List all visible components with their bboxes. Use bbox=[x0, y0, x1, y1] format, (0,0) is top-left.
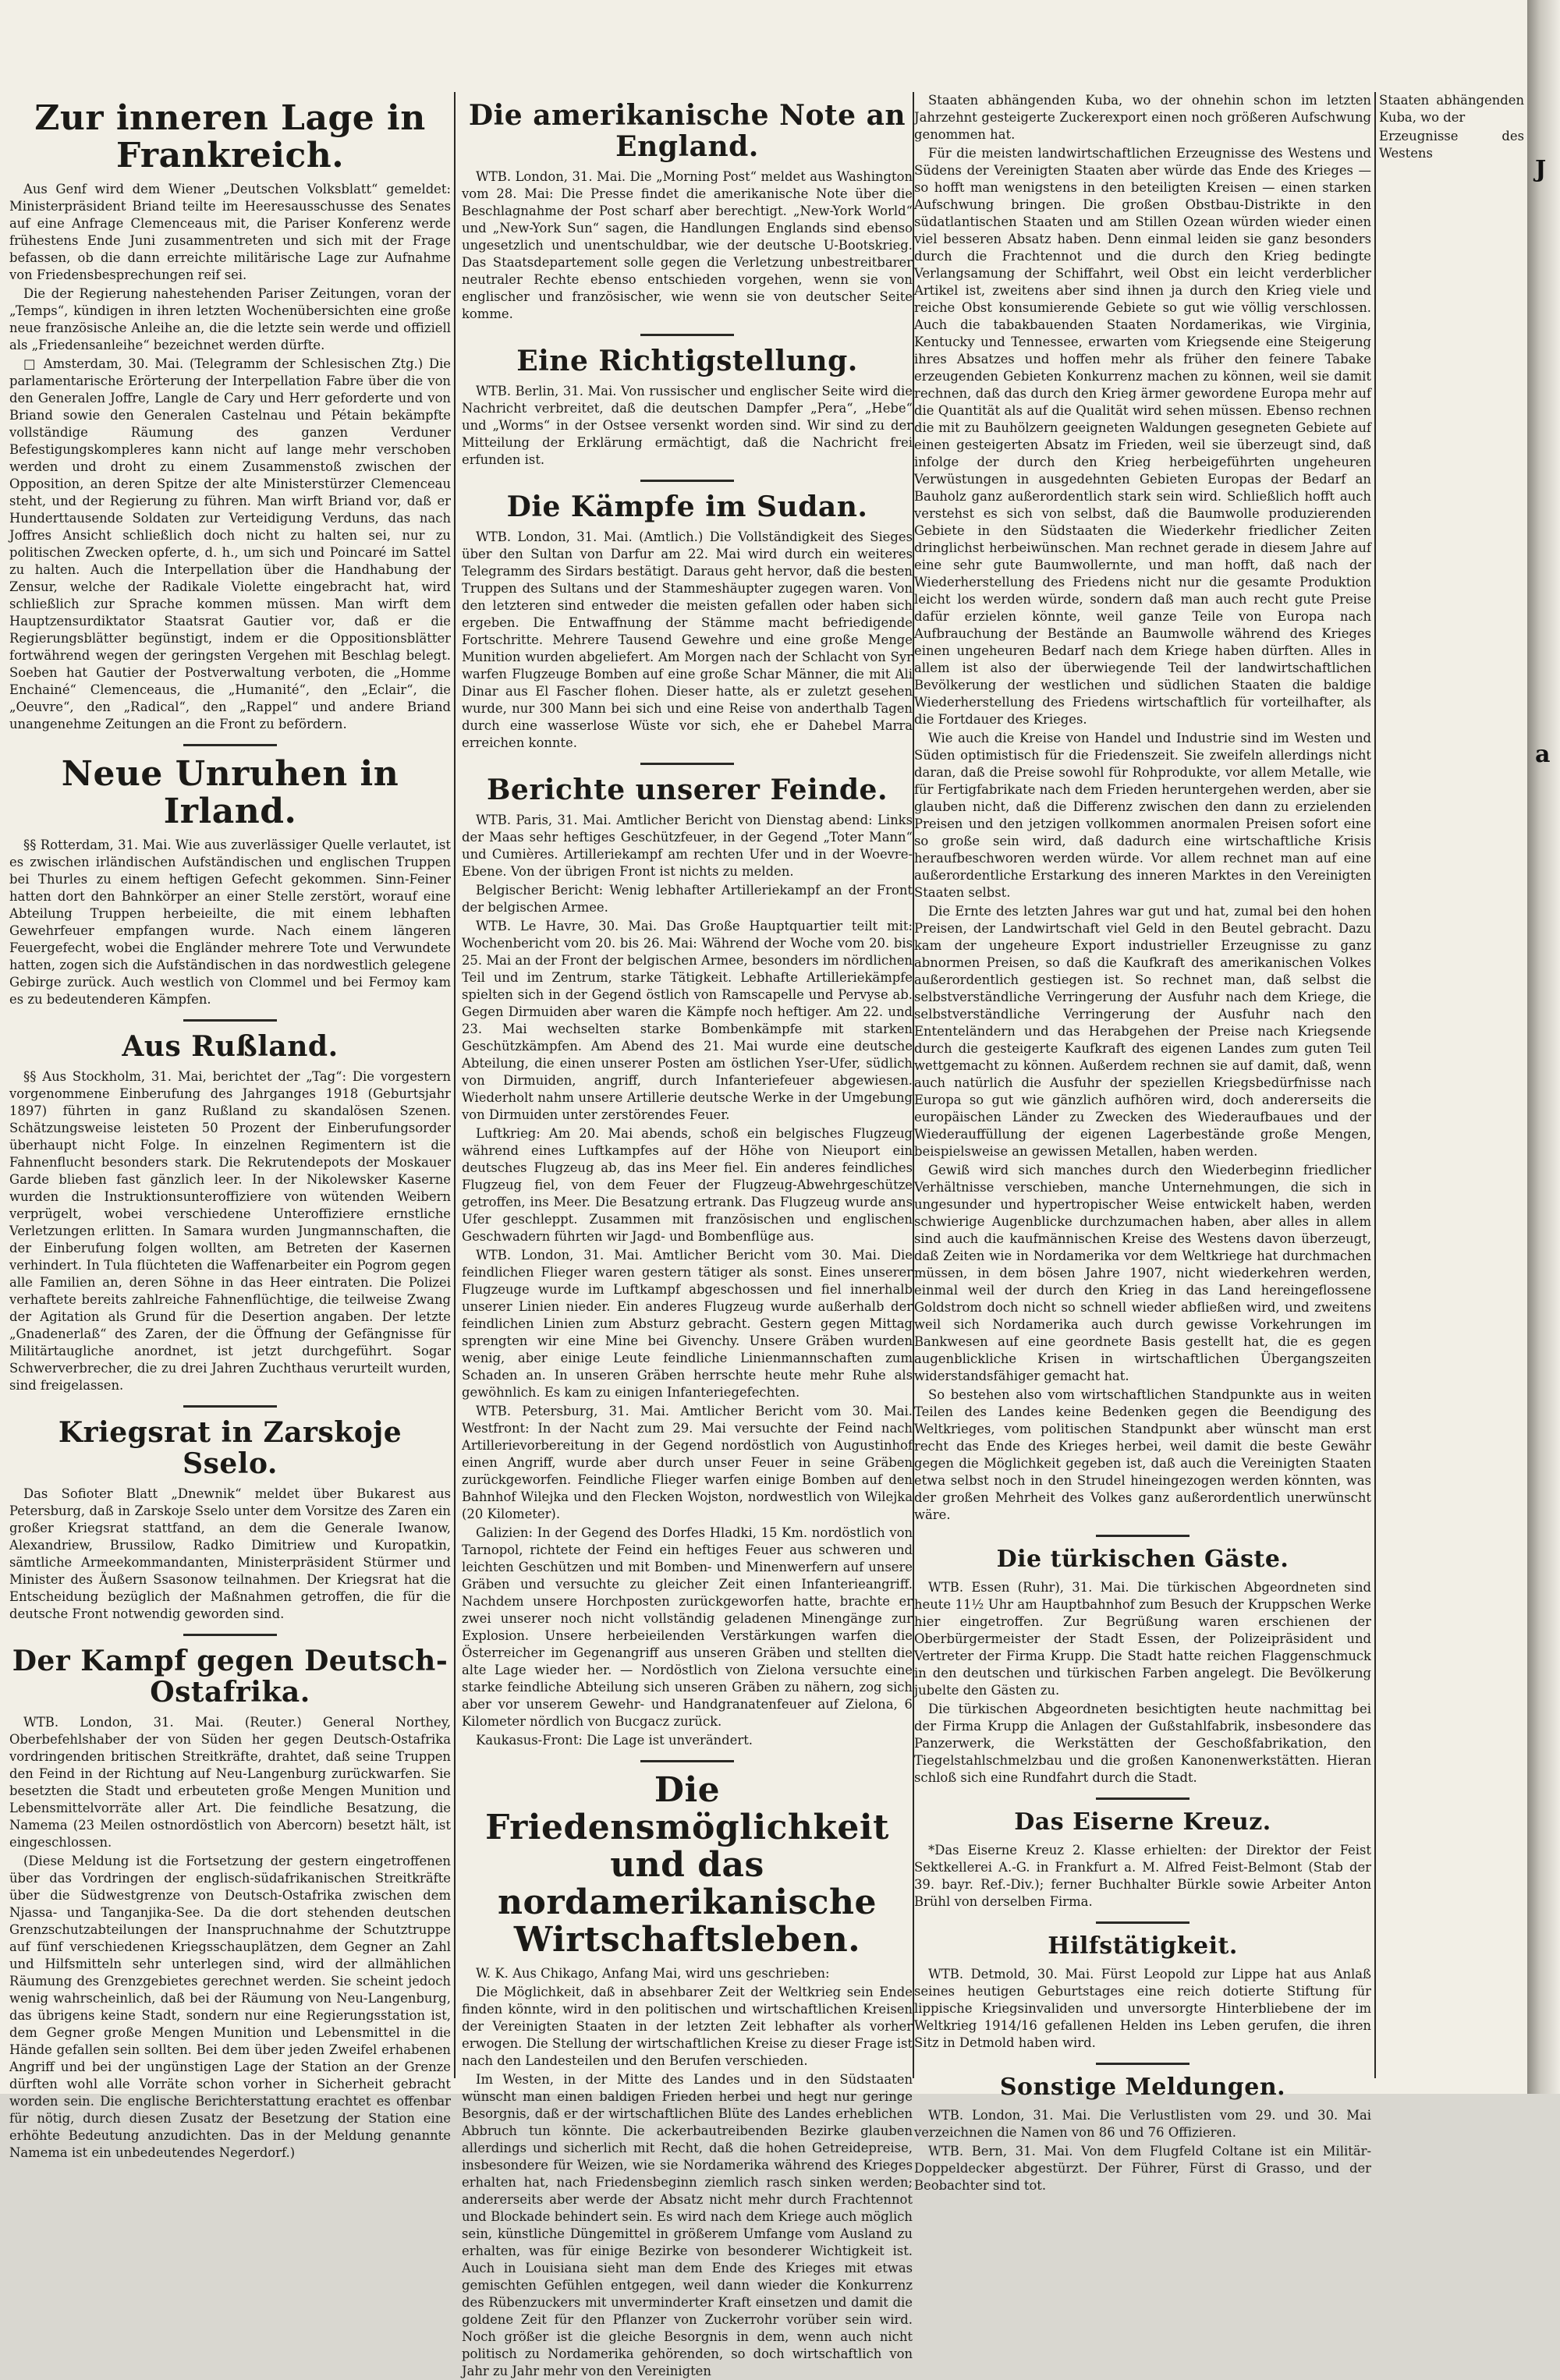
article-separator bbox=[1096, 1921, 1190, 1924]
column-2 bbox=[462, 92, 913, 2378]
article-headline: Das Eiserne Kreuz. bbox=[1014, 1808, 1271, 1836]
article-headline: Die Kämpfe im Sudan. bbox=[506, 491, 868, 523]
article-separator bbox=[1096, 1535, 1190, 1537]
article-paragraph: WTB. London, 31. Mai. Die Verlustlisten vom 29. und 30. Mai verzeichnen die Namen von 86 und 76 Offizieren. bbox=[914, 2108, 1371, 2140]
article-separator bbox=[183, 1019, 277, 1022]
article-paragraph: Die Möglichkeit, daß in absehbarer Zeit der Weltkrieg sein Ende finden könnte, wird in den politischen und wirtschaftlichen Kreisen der Vereinigten Staaten in der letzten Zeit lebhafter als vorher erwogen. Die Stellung der wirtschaftlichen Kreise zu dieser Frage ist nach den Landesteilen und den Berufen verschieden. bbox=[462, 1985, 913, 2068]
article-paragraph: WTB. Le Havre, 30. Mai. Das Große Hauptquartier teilt mit: Wochenbericht vom 20. bis 26. Mai: Während der Woche vom 20. bis 25. Mai an der Front der belgischen Armee, besonders im nördlichen Teil und im Zentrum, starke Tätigkeit. Lebhafte Artilleriekämpfe spielten sich in der Gegend östlich von Ramscapelle und Pervyse ab. Gegen Dirmuiden aber waren die Kämpfe noch heftiger. Am 22. und 23. Mai wechselten starke Bombenkämpfe mit starken Geschützkämpfen. Am Abend des 21. Mai wurde eine deutsche Abteilung, die einen unserer Posten am östlichen Yser-Ufer, südlich von Dirmuiden, angriff, durch Infanteriefeuer abgewiesen. Wiederholt nahm unsere Artillerie deutsche Werke in der Umgebung von Dirmuiden unter zerstörendes Feuer. bbox=[462, 919, 913, 1122]
article-paragraph: Im Westen, in der Mitte des Landes und in den Südstaaten wünscht man einen baldigen Frieden herbei und hegt nur geringe Besorgnis, daß er der wirtschaftlichen Blüte des Landes erheblichen Abbruch tun könnte. Die ackerbautreibenden Bezirke glauben allerdings und sicherlich mit Recht, daß die hohen Getreidepreise, insbesondere für Weizen, wie sie Nordamerika während des Krieges erhalten hat, nach Friedensbeginn ziemlich rasch sinken werden; andererseits aber werde der Absatz nicht mehr durch Frachtennot und Blockade behindert sein. Es wird nach dem Kriege auch möglich sein, künstliche Düngemittel in größerem Umfange vom Ausland zu erhalten, was für einige Bezirke von besonderer Wichtigkeit ist. Auch in Louisiana sieht man dem Ende des Krieges mit etwas gemischten Gefühlen entgegen, weil dann wieder die Konkurrenz des Rübenzuckers mit unverminderter Kraft einsetzen und damit die goldene Zeit für den Pflanzer von Zuckerrohr vorüber sein wird. Noch größer ist die gleiche Besorgnis in dem, wenn auch nicht politisch zu Nordamerika gehörenden, so doch wirtschaftlich von Jahr zu Jahr mehr von den Vereinigten bbox=[462, 2072, 913, 2378]
column-1 bbox=[9, 92, 451, 2160]
article-paragraph: WTB. London, 31. Mai. Die „Morning Post“ meldet aus Washington vom 28. Mai: Die Presse findet die amerikanische Note über die Beschlagnahme der Post scharf aber berechtigt. „New-York World“ und „New-York Sun“ sagen, die Handlungen Englands sind ebenso ungesetzlich und unentschuldbar, wie der deutsche U-Bootskrieg. Das Staatsdepartement solle gegen die Verletzung unbestreitbarer neutraler Rechte ebenso entschieden vorgehen, wenn sie von englischer und französischer, wie wenn sie von deutscher Seite komme. bbox=[462, 169, 913, 321]
article-paragraph: WTB. Detmold, 30. Mai. Fürst Leopold zur Lippe hat aus Anlaß seines heutigen Geburtstages eine reich dotierte Stiftung für lippische Kriegsinvaliden und unversorgte Hinterbliebene der im Weltkrieg 1914/16 gefallenen Helden ins Leben gerufen, die ihren Sitz in Detmold haben wird. bbox=[914, 1967, 1371, 2050]
article-headline: Aus Rußland. bbox=[122, 1030, 339, 1063]
article-headline: Hilfstätigkeit. bbox=[1048, 1932, 1238, 1960]
fragment-line: Staaten abhängenden Kuba, wo der bbox=[1379, 93, 1524, 125]
article-separator bbox=[640, 480, 734, 482]
column-rule bbox=[454, 92, 456, 2078]
article-paragraph: Wie auch die Kreise von Handel und Industrie sind im Westen und Süden optimistisch für die Friedenszeit. Sie zweifeln allerdings nicht daran, daß die Preise sowohl für Rohprodukte, vor allem Metalle, wie für Fertigfabrikate nach dem Frieden heruntergehen werden, aber sie glauben nicht, daß die Differenz zwischen den dann zu erzielenden Preisen und den jetzigen vollkommen anormalen Preisen sofort eine so große sein wird, daß dadurch eine wirtschaftliche Krisis heraufbeschworen werden würde. Vor allem rechnet man auf eine außerordentliche Erstarkung des inneren Marktes in den Vereinigten Staaten selbst. bbox=[914, 731, 1371, 900]
article-paragraph: Gewiß wird sich manches durch den Wiederbeginn friedlicher Verhältnisse verschieben, manche Unternehmungen, die sich in ungesunder und hypertropischer Weise entwickelt haben, werden schwierige Augenblicke durchzumachen haben, aber alles in allem sind auch die kaufmännischen Kreise des Westens davon überzeugt, daß Zeiten wie in Nordamerika vor dem Weltkriege hat durchmachen müssen, in dem bösen Jahre 1907, nicht wiederkehren werden, einmal weil der durch den Krieg in das Land hereingeflossene Goldstrom doch nicht so schnell wieder abfließen wird, und zweitens weil sich Nordamerika auch durch gewisse Vorkehrungen im Bankwesen auf eine geordnete Basis gestellt hat, die es gegen augenblickliche Krisen in wirtschaftlichen Übergangszeiten widerstandsfähiger gemacht hat. bbox=[914, 1163, 1371, 1383]
article-paragraph: WTB. London, 31. Mai. (Amtlich.) Die Vollständigkeit des Sieges über den Sultan von Darfur am 22. Mai wird durch ein weiteres Telegramm des Sirdars bestätigt. Daraus geht hervor, daß die besten Truppen des Sultans und der Stammeshäupter zugegen waren. Von den letzteren sind entweder die meisten gefallen oder haben sich ergeben. Die Entwaffnung der Stämme macht befriedigende Fortschritte. Mehrere Tausend Gewehre und eine große Menge Munition wurden abgeliefert. Am Morgen nach der Schlacht von Syr warfen Flugzeuge Bomben auf eine große Schar Männer, die mit Ali Dinar aus El Fascher flohen. Dieser hatte, als er zuletzt gesehen wurde, nur 300 Mann bei sich und eine Reise von anderthalb Tagen durch eine wasserlose Wüste vor sich, ehe er Dahebel Marra erreichen konnte. bbox=[462, 529, 913, 750]
article-paragraph: So bestehen also vom wirtschaftlichen Standpunkte aus in weiten Teilen des Landes keine Bedenken gegen die Beendigung des Weltkrieges, vom politischen Standpunkt aber wünscht man erst recht das Ende des Krieges herbei, weil damit die beste Gewähr gegen die Möglichkeit gegeben ist, daß auch die Vereinigten Staaten etwa selbst noch in den Strudel hineingezogen werden könnten, was der großen Mehrheit des Volkes ganz außerordentlich unerwünscht wäre. bbox=[914, 1387, 1371, 1522]
article-paragraph: WTB. Bern, 31. Mai. Von dem Flugfeld Coltane ist ein Militär-Doppeldecker abgestürzt. Der Führer, Fürst di Grasso, und der Beobachter sind tot. bbox=[914, 2144, 1371, 2193]
article-paragraph: (Diese Meldung ist die Fortsetzung der gestern eingetroffenen über das Vordringen der englisch-südafrikanischen Streitkräfte über die Südwestgrenze von Deutsch-Ostafrika zwischen dem Njassa- und Tanganjika-See. Da die dort stehenden deutschen Grenzschutzabteilungen der Inanspruchnahme der Schutztruppe auf fünf verschiedenen Kriegsschauplätzen, dem Gegner an Zahl und Hilfsmitteln sehr unterlegen sind, wird der allmählichen Räumung des Grenzgebietes gerechnet werden. Sie scheint jedoch wenig wahrscheinlich, daß bei der Räumung von Neu-Langenburg, das übrigens keine Stadt, sondern nur eine Regierungsstation ist, dem Gegner große Mengen Munition und Lebensmittel in die Hände gefallen sein sollten. Bei dem über jeden Zweifel erhabenen Angriff und bei der ungünstigen Lage der Station an der Grenze dürften wohl alle Vorräte schon vorher in Sicherheit gebracht worden sein. Die englische Berichterstattung erachtet es offenbar für nötig, durch diesen Zusatz der Besetzung der Station eine erhöhte Bedeutung anzudichten. Das in der Meldung genannte Namema ist ein unbedeutendes Negerdorf.) bbox=[9, 1854, 451, 2160]
article-headline: Neue Unruhen in Irland. bbox=[61, 754, 399, 831]
article-paragraph: §§ Rotterdam, 31. Mai. Wie aus zuverlässiger Quelle verlautet, ist es zwischen irländischen Aufständischen und englischen Truppen bei Thurles zu einem heftigen Gefecht gekommen. Sinn-Feiner hatten dort den Bahnkörper an einer Stelle zerstört, worauf eine Abteilung Truppen herbeieilte, die mit einem lebhaften Gewehrfeuer empfangen wurde. Nach einem längeren Feuergefecht, wobei die Engländer mehrere Tote und Verwundete hatten, zogen sich die Aufständischen in das nordwestlich gelegene Gebirge zurück. Auch westlich von Clommel und bei Fermoy kam es zu bedeutenderen Kämpfen. bbox=[9, 838, 451, 1007]
article-paragraph: Luftkrieg: Am 20. Mai abends, schoß ein belgisches Flugzeug während eines Luftkampfes auf der Höhe von Nieuport ein deutsches Flugzeug ab, das ins Meer fiel. Ein anderes feindliches Flugzeug fiel, von dem Feuer der Flugzeug-Abwehrgeschütze getroffen, ins Meer. Die Besatzung ertrank. Das Flugzeug wurde ans Ufer geschleppt. Zusammen mit französischen und englischen Geschwadern führten wir Jagd- und Bombenflüge aus. bbox=[462, 1126, 913, 1244]
article-paragraph: WTB. Berlin, 31. Mai. Von russischer und englischer Seite wird die Nachricht verbreitet, daß die deutschen Dampfer „Pera“, „Hebe“ und „Worms“ in der Ostsee versenkt worden sind. Wir sind zu der Mitteilung der Erklärung ermächtigt, daß die Nachricht frei erfunden ist. bbox=[462, 384, 913, 467]
article-paragraph: WTB. Paris, 31. Mai. Amtlicher Bericht von Dienstag abend: Links der Maas sehr heftiges Geschützfeuer, in der Gegend „Toter Mann“ und Cumières. Artilleriekampf am rechten Ufer und in der Woevre-Ebene. Von der übrigen Front ist nichts zu melden. bbox=[462, 813, 913, 879]
article-headline: Die Friedensmöglichkeit und das nordamerikanische Wirtschaftsleben. bbox=[485, 1770, 889, 1960]
article-paragraph: Kaukasus-Front: Die Lage ist unverändert. bbox=[476, 1733, 753, 1748]
column-rule bbox=[1374, 92, 1376, 2078]
article-headline: Der Kampf gegen Deutsch-Ostafrika. bbox=[12, 1645, 448, 1709]
article-separator bbox=[640, 1760, 734, 1762]
page-fold-edge bbox=[1527, 0, 1560, 2094]
article-paragraph: Galizien: In der Gegend des Dorfes Hladki, 15 Km. nordöstlich von Tarnopol, richtete der Feind ein heftiges Feuer aus schweren und leichten Geschützen und mit Bomben- und Minenwerfern auf unsere Gräben und versuchte zu gleicher Zeit einen Infanterieangriff. Nachdem unsere Horchposten zurückgeworfen hatte, brachte er zwei unserer noch nicht vollständig geladenen Minengänge zur Explosion. Unsere herbeieilenden Verstärkungen warfen die Österreicher im Gegenangriff aus unseren Gräben und stellten die alte Lage wieder her. — Nordöstlich von Zielona versuchte eine starke feindliche Abteilung sich unseren Gräben zu nähern, zog sich aber vor unserem Gewehr- und Handgranatenfeuer auf Zielona, 6 Kilometer nördlich von Bucgacz zurück. bbox=[462, 1525, 913, 1729]
article-headline: Kriegsrat in Zarskoje Sselo. bbox=[58, 1416, 402, 1480]
article-paragraph: Das Sofioter Blatt „Dnewnik“ meldet über Bukarest aus Petersburg, daß in Zarskoje Sselo unter dem Vorsitze des Zaren ein großer Kriegsrat stattfand, an dem die Generale Iwanow, Alexandriew, Brussilow, Radko Dimitriew und Kuropatkin, sämtliche Armeekommandanten, Ministerpräsident Stürmer und Minister des Äußern Ssasonow teilnahmen. Der Kriegsrat hat die Entscheidung bezüglich der Maßnahmen getroffen, die für die deutsche Front notwendig geworden sind. bbox=[9, 1486, 451, 1621]
article-paragraph: Die Ernte des letzten Jahres war gut und hat, zumal bei den hohen Preisen, der Landwirtschaft viel Geld in den Beutel gebracht. Dazu kam der ungeheure Export industrieller Erzeugnisse zu ganz abnormen Preisen, so daß die Kaufkraft des amerikanischen Volkes außerordentlich gestiegen ist. So rechnet man, daß selbst die selbstverständliche Verringerung der Ausfuhr nach dem Kriege, die selbstverständliche Verringerung der Ausfuhr nach den Ententeländern und das Herabgehen der Preise nach Kriegsende durch die gesteigerte Kaufkraft des eigenen Landes zum guten Teil wettgemacht zu können. Außerdem rechnen sie auf damit, daß, wenn auch natürlich die Ausfuhr der speziellen Kriegsbedürfnisse nach Europa so gut wie gänzlich aufhören wird, doch andererseits die europäischen Länder zu Zwecken des Wiederaufbaues und der Wiederauffüllung der eigenen Lagerbestände große Mengen, beispielsweise an gewissen Metallen, haben werden. bbox=[914, 904, 1371, 1159]
article-headline: Die türkischen Gäste. bbox=[996, 1546, 1289, 1573]
article-separator bbox=[640, 763, 734, 765]
article-paragraph: Aus Genf wird dem Wiener „Deutschen Volksblatt“ gemeldet: Ministerpräsident Briand teilte im Heeresausschusse des Senates auf eine Anfrage Clemenceaus mit, die Pariser Konferenz werde frühestens Ende Juni zusammentreten und sich mit der Frage befassen, ob die dann erreichte militärische Lage zur Aufnahme von Friedensbesprechungen reif sei. bbox=[9, 182, 451, 282]
article-headline: Berichte unserer Feinde. bbox=[487, 774, 888, 806]
article-paragraph: WTB. Essen (Ruhr), 31. Mai. Die türkischen Abgeordneten sind heute 11½ Uhr am Hauptbahnhof zum Besuch der Kruppschen Werke hier eingetroffen. Zur Begrüßung waren erschienen der Oberbürgermeister der Stadt Essen, der Polizeipräsident und Vertreter der Firma Krupp. Die Stadt hatte reichen Flaggenschmuck in den deutschen und türkischen Farben angelegt. Die Bevölkerung jubelte den Gästen zu. bbox=[914, 1580, 1371, 1698]
article-separator bbox=[640, 334, 734, 336]
article-paragraph: Belgischer Bericht: Wenig lebhafter Artilleriekampf an der Front der belgischen Armee. bbox=[462, 883, 913, 915]
column-4-fragment bbox=[1379, 92, 1524, 2094]
article-paragraph: Für die meisten landwirtschaftlichen Erzeugnisse des Westens und Südens der Vereinigten Staaten aber würde das Ende des Krieges — so hofft man wenigstens in den beteiligten Kreisen — einen starken Aufschwung bringen. Die großen Obstbau-Distrikte in den südatlantischen Staaten und am Stillen Ozean würden wieder einen viel besseren Absatz haben. Denn einmal leiden sie ganz besonders durch die Frachtennot und die durch den Krieg bedingte Verlangsamung der Schiffahrt, weil Obst ein leicht verderblicher Artikel ist, zweitens aber sind ihnen ja durch den Krieg viele und reiche Obst konsumierende Gebiete so gut wie völlig verschlossen. Auch die tabakbauenden Staaten Nordamerikas, wie Virginia, Kentucky und Tennessee, erwarten vom Kriegsende eine Steigerung ihres Absatzes und hoffen mehr als früher den feinere Tabake erzeugenden Gebieten Konkurrenz machen zu können, weil sie damit rechnen, daß das durch den Krieg ärmer gewordene Europa mehr auf die Quantität als auf die Qualität wird sehen müssen. Ebenso rechnen die mit zu Bauhölzern geeigneten Waldungen gesegneten Gebiete auf einen gesteigerten Absatz im Frieden, weil sie überzeugt sind, daß infolge der durch den Krieg herbeigeführten ungeheuren Verwüstungen in ausgedehnten Gebieten Europas der Bedarf an Bauholz ganz außerordentlich stark sein wird. Schließlich hofft auch verstehst es sich von selbst, daß die Baumwolle produzierenden Gebiete in den Südstaaten die Wiederkehr friedlicher Zeiten dringlichst herbeiwünschen. Man rechnet gerade in diesem Jahre auf eine sehr gute Baumwollernte, und man hofft, daß nach der Wiederherstellung des Friedens nicht nur die gesamte Produktion leicht los werden würde, sondern daß man auch recht gute Preise dafür erzielen könnte, weil ganze Teile von Europa nach Aufbrauchung der Bestände an Baumwolle während des Krieges einen ungeheuren Bedarf nach dem Kriege haben dürften. Alles in allem ist also der überwiegende Teil der landwirtschaftlichen Bevölkerung der westlichen und südlichen Staaten die baldige Wiederherstellung des Friedens wirtschaftlich für vorteilhafter, als die Fortdauer des Krieges. bbox=[914, 146, 1371, 727]
edge-letter: a bbox=[1535, 741, 1551, 768]
article-separator bbox=[1096, 2063, 1190, 2065]
article-paragraph: Staaten abhängenden Kuba, wo der ohnehin schon im letzten Jahrzehnt gesteigerte Zuckerexport einen noch größeren Aufschwung genommen hat. bbox=[914, 93, 1371, 142]
article-headline: Eine Richtigstellung. bbox=[516, 345, 858, 377]
article-paragraph: □ Amsterdam, 30. Mai. (Telegramm der Schlesischen Ztg.) Die parlamentarische Erörterung der Interpellation Fabre über die von den Generalen Joffre, Langle de Cary und Herr geforderte und von Briand sowie den Generalen Castelnau und Pétain bekämpfte vollständige Räumung des ganzen Verduner Befestigungskompleres kann nicht auf lange mehr verschoben werden und droht zu einem Zusammenstoß zwischen der Opposition, an deren Spitze der alte Ministerstürzer Clemenceau steht, und der Regierung zu führen. Man wirft Briand vor, daß er Hunderttausende Soldaten zur Verteidigung Verduns, das nach Joffres Ansicht schließlich doch nicht zu halten sei, nur zu politischen Zwecken opferte, d. h., um sich und Poincaré im Sattel zu halten. Auch die Interpellation über die Handhabung der Zensur, welche der Radikale Violette eingebracht hat, wird schließlich zur Sprache kommen müssen. Man wirft dem Hauptzensurdiktator Staatsrat Gautier vor, daß er die Regierungsblätter begünstigt, indem er die Oppositionsblätter fortwährend wegen der geringsten Vergehen mit Beschlag belegt. Soeben hat Gautier der Postverwaltung verboten, die „Homme Enchainé“ Clemenceaus, die „Humanité“, den „Eclair“, die „Oeuvre“, den „Radical“, den „Rappel“ und andere Briand unangenehme Zeitungen an die Front zu befördern. bbox=[9, 356, 451, 731]
edge-letter: J bbox=[1535, 156, 1547, 183]
article-paragraph: Die der Regierung nahestehenden Pariser Zeitungen, voran der „Temps“, kündigen in ihren letzten Wochenübersichten eine große neue französische Anleihe an, die die letzte sein werde und offiziell als „Friedensanleihe“ bezeichnet werden dürfte. bbox=[9, 286, 451, 352]
article-paragraph: WTB. London, 31. Mai. (Reuter.) General Northey, Oberbefehlshaber der von Süden her gegen Deutsch-Ostafrika vordringenden britischen Streitkräfte, drahtet, daß seine Truppen den Feind in der Richtung auf Neu-Langenburg zurückwarfen. Sie besetzten die Stadt und erbeuteten große Mengen Munition und Lebensmittelvorräte aller Art. Die feindliche Besatzung, die Namema (23 Meilen ostnordöstlich von Abercorn) besetzt hält, ist eingeschlossen. bbox=[9, 1715, 451, 1850]
fragment-line: Erzeugnisse des Westens bbox=[1379, 129, 1524, 161]
article-separator bbox=[183, 744, 277, 746]
article-paragraph: §§ Aus Stockholm, 31. Mai, berichtet der „Tag“: Die vorgestern vorgenommene Einberufung des Jahrganges 1918 (Geburtsjahr 1897) führten in ganz Rußland zu skandalösen Szenen. Schätzungsweise leisteten 50 Prozent der Einberufungsorder überhaupt nicht Folge. In einzelnen Regimentern ist die Fahnenflucht besonders stark. Die Rekrutendepots der Moskauer Garde blieben fast gänzlich leer. In der Nikolewsker Kaserne wurden die Instruktionsunteroffiziere von wütenden Weibern verprügelt, wobei verschiedene Unteroffiziere ernstliche Verletzungen erlitten. In Samara wurden Jungmannschaften, die der Einberufung folgen wollten, am Betreten der Kasernen verhindert. In Tula flüchteten die Waffenarbeiter ein Pogrom gegen alle Familien an, deren Söhne in das Heer eintraten. Die Polizei verhaftete bereits zahlreiche Fahnenflüchtige, die teilweise Zwang der Agitation als Grund für die Desertion angaben. Der letzte „Gnadenerlaß“ des Zaren, der die Öffnung der Gefängnisse für Militärtaugliche anordnet, ist jetzt durchgeführt. Sogar Schwerverbrecher, die zu drei Jahren Zuchthaus verurteilt wurden, sind freigelassen. bbox=[9, 1069, 451, 1393]
article-paragraph: W. K. Aus Chikago, Anfang Mai, wird uns geschrieben: bbox=[476, 1966, 830, 1981]
article-paragraph: Die türkischen Abgeordneten besichtigten heute nachmittag bei der Firma Krupp die Anlagen der Gußstahlfabrik, insbesondere das Panzerwerk, die Werkstätten der Geschoßfabrikation, den Tiegelstahlschmelzbau und die großen Kanonenwerkstätten. Hieran schloß sich eine Rundfahrt durch die Stadt. bbox=[914, 1702, 1371, 1785]
article-separator bbox=[183, 1405, 277, 1408]
article-headline: Zur inneren Lage in Frankreich. bbox=[34, 98, 426, 175]
article-paragraph: WTB. Petersburg, 31. Mai. Amtlicher Bericht vom 30. Mai. Westfront: In der Nacht zum 29. Mai versuchte der Feind nach Artillerievorbereitung in der Gegend nordöstlich von Augustinhof einen Angriff, wurde aber durch unser Feuer in seine Gräben zurückgeworfen. Feindliche Flieger warfen einige Bomben auf den Bahnhof Wilejka und den Flecken Wojston, nordwestlich von Wilejka (20 Kilometer). bbox=[462, 1404, 913, 1521]
article-headline: Die amerikanische Note an England. bbox=[468, 99, 906, 163]
article-paragraph: WTB. London, 31. Mai. Amtlicher Bericht vom 30. Mai. Die feindlichen Flieger waren gestern tätiger als sonst. Eines unserer Flugzeuge wurde im Luftkampf abgeschossen und fiel innerhalb unserer Linien nieder. Ein anderes Flugzeug wurde außerhalb der feindlichen Linien zum Absturz gebracht. Gestern gegen Mittag sprengten wir eine Mine bei Givenchy. Unsere Gräben wurden wenig, aber einige Leute feindliche Linienmannschaften zum Schaden an. In unseren Gräben herrschte heute mehr Ruhe als gewöhnlich. Es kam zu einigen Infanteriegefechten. bbox=[462, 1248, 913, 1400]
column-3 bbox=[914, 92, 1371, 2193]
article-headline: Sonstige Meldungen. bbox=[999, 2074, 1286, 2101]
article-paragraph: *Das Eiserne Kreuz 2. Klasse erhielten: der Direktor der Feist Sektkellerei A.-G. in Frankfurt a. M. Alfred Feist-Belmont (Stab der 39. bayr. Ref.-Div.); ferner Buchhalter Bürkle sowie Arbeiter Anton Brühl von derselben Firma. bbox=[914, 1843, 1371, 1909]
article-separator bbox=[183, 1634, 277, 1636]
article-separator bbox=[1096, 1797, 1190, 1800]
